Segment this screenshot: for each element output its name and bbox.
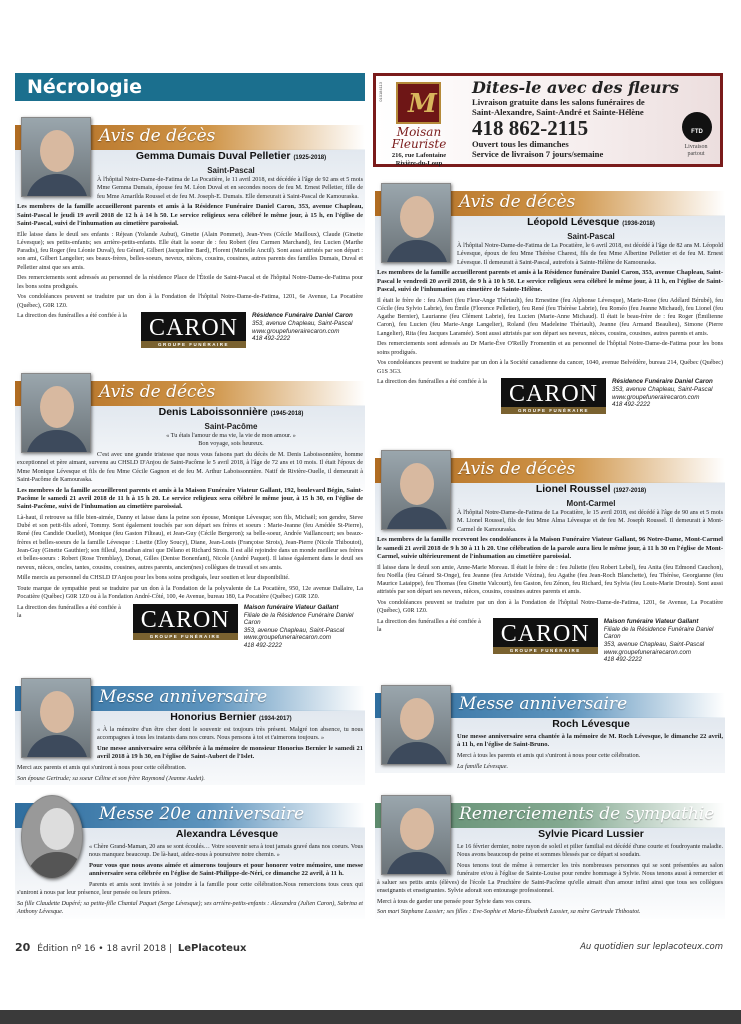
notice-paragraph: Mille mercis au personnel du CHSLD D'Anjou pour les bons soins prodigués, leur soutien et leur disponibilité. (17, 575, 290, 582)
notice-type-title: Messe 20e anniversaire (99, 804, 305, 824)
notice-paragraph: Parents et amis sont invités à se joindre à la famille pour cette célébration.Nous remercions tous ceux qui s'uniront à nous par leur présence, leur pensée ou leurs prières. (17, 881, 363, 897)
notice-alexandra (15, 795, 365, 919)
name-text: Denis Laboissonnière (158, 406, 268, 418)
notice-roch (375, 685, 725, 773)
funeral-home-line: Résidence Funéraire Daniel Caron (252, 312, 353, 320)
shop-address-1: 216, rue Lafontaine (391, 152, 447, 159)
ftd-text: Livraison partout (684, 144, 708, 157)
funeral-home-line: 353, avenue Chapleau, Saint-Pascal (252, 320, 353, 327)
notice-paragraph: Les membres de la famille recevront les condoléances à la Maison Funéraire Viateur Gallant, 96 Notre-Dame, Mont-Carmel le samedi 21 avril 2018 de 9 h 30 à 11 h 20. Une célébration de la parole aura lieu le même jour, à 11 h 30 en l'église de Mont-Carmel, suivie ultérieurement de l'inhumation au cimetière paroissial. (377, 536, 723, 560)
photo-head (400, 808, 434, 850)
funeral-home-line: 418 492-2222 (252, 335, 291, 343)
funeral-home-line: Maison funéraire Viateur Gallant (603, 618, 699, 626)
quote-line: « Tu étais l'amour de ma vie, la vie de mon amour. » (166, 432, 296, 439)
ad-code: 010184113 (378, 82, 383, 102)
name-text: Sylvie Picard Lussier (538, 828, 644, 840)
notice-paragraph: Merci aux parents et amis qui s'uniront à nous pour cette célébration. (17, 764, 187, 771)
photo-head (40, 130, 74, 172)
portrait-photo (21, 678, 91, 758)
life-years: (1925-2018) (293, 155, 327, 161)
ad-title: Dites-le avec des fleurs (472, 78, 679, 97)
bottom-bar (0, 1010, 741, 1024)
portrait-photo (381, 795, 451, 875)
funeral-home-line: 418 492-2222 (612, 401, 651, 409)
name-text: Gemma Dumais Duval Pelletier (135, 150, 291, 162)
funeral-label: La direction des funérailles a été confiée à la (17, 605, 121, 619)
name-text: Alexandra Lévesque (175, 828, 279, 840)
caron-logo: CARON GROUPE FUNÉRAIRE (493, 618, 598, 654)
caron-logo: CARON GROUPE FUNÉRAIRE (141, 312, 246, 348)
notice-paragraph: Là-haut, il retrouve sa fille bien-aimée, Danny et laisse dans la peine son épouse, Monique Lévesque; son fils, Michaël; son gendre, Steve Dubé et son petit-fils adoré, Tommy. Sont également touchés par son départ ses frères et soeurs : Marie-Jeanne (feu Amédée St-Pierre), René (feu Candide Ouellet), Monique (feu Gaston Filteau), et Jean-Guy (Cécile Bergeron); sa belle-soeur, Andrée Vaillancourt; ses beaux-frères et belles-soeurs de la famille Lévesque : Lisette (Eloy Soucy), Diane, Jean-Louis (Françoise Strois), Jean-Pierre (Nicole Thiboutot), Jean-Guy (Ginette Gauthier); son filleul, Jonathan ainsi que Délano et Richard Strois. Il est allé rejoindre dans un monde meilleur ses frères et belles-soeurs : Robert (Rose Tremblay), Donat, Gilles (Denise Bonenfant), Nicole (André Paquet). Il laisse également dans le deuil ses neveux, nièces, oncles, tantes, cousins, cousines, autres parents, ancien(nes) collègues de travail et ses amis. (17, 514, 363, 571)
funeral-home-line: 353, avenue Chapleau, Saint-Pascal (612, 386, 713, 393)
portrait-photo (381, 183, 451, 263)
notice-paragraph: À l'hôpital Notre-Dame-de-Fatima de La Pocatière, le 15 avril 2018, est décédé à l'âge de 90 ans et 5 mois M. Lionel Roussel, fils de feu Mme Alma Lévesque et de feu M. Joseph Roussel. Il demeurait à Mont-Carmel de Kamouraska. (457, 510, 723, 533)
photo-body (386, 507, 448, 530)
ad-line-1: Livraison gratuite dans les salons funéraires de (472, 97, 645, 107)
notice-paragraph: Pour vous que nous avons aimée et aimerons toujours et pour honorer votre mémoire, une messe anniversaire sera célébrée en l'église de Saint-Philippe-de-Néri, ce dimanche 22 avril, à 11 h. (89, 861, 363, 878)
notice-paragraph: Une messe anniversaire sera chantée à la mémoire de M. Roch Lévesque, le dimanche 22 avril, à 11 h, en l'église de Saint-Bruno. (457, 733, 723, 749)
notice-type-title: Avis de décès (459, 459, 576, 479)
notice-paragraph: Les membres de la famille accueilleront parents et amis à la Maison Funéraire Viateur Gallant, 192, boulevard Bégin, Saint-Pacôme le samedi 21 avril 2018 de 11 h à 15 h 20. Le service religieux sera célébré le même jour, à 15 h 30, en l'église de Saint-Pacôme, suivi de l'inhumation au cimetière paroissial. (17, 486, 363, 511)
publication-brand: LePlacoteux (177, 943, 247, 954)
photo-body (26, 174, 88, 197)
caron-logo: CARON GROUPE FUNÉRAIRE (133, 604, 238, 640)
portrait-photo (21, 795, 83, 879)
photo-body (386, 240, 448, 263)
name-text: Honorius Bernier (170, 711, 257, 723)
florist-info (382, 126, 456, 168)
ad-line-4: Service de livraison 7 jours/semaine (472, 149, 604, 159)
funeral-home-contact (252, 312, 353, 342)
funeral-home-info (375, 618, 725, 664)
photo-body (26, 430, 88, 453)
hometown: Mont-Carmel (566, 499, 616, 508)
photo-body (26, 852, 83, 879)
hometown: Saint-Pascal (207, 166, 255, 175)
notice-type-title: Avis de décès (99, 126, 216, 146)
funeral-home-line: Filiale de la Résidence Funéraire Daniel Caron (243, 611, 354, 627)
notice-type-title: Avis de décès (99, 382, 216, 402)
notice-paragraph: La famille Lévesque. (457, 763, 508, 770)
notice-sylvie (375, 795, 725, 919)
funeral-home-contact (244, 604, 363, 650)
funeral-home-contact (612, 378, 713, 408)
funeral-home-line: Résidence Funéraire Daniel Caron (612, 378, 713, 386)
funeral-home-line: Maison funéraire Viateur Gallant (243, 604, 339, 611)
ad-line-3: Ouvert tous les dimanches (472, 139, 569, 149)
notice-paragraph: Des remerciements sont adressés au personnel de la résidence Place de l'Étoile de Saint-Pascal et de l'hôpital Notre-Dame-de-Fatima pour les bons soins prodigués. (17, 275, 363, 290)
notice-paragraph: Des remerciements sont adressés au Dr Marie-Ève O'Reilly Fromentin et au personnel de l'hôpital Notre-Dame-de-Fatima pour les bons soins prodigués. (377, 341, 723, 356)
notice-paragraph: Merci à tous les parents et amis qui s'uniront à nous pour cette célébration. (457, 752, 641, 759)
ad-main (472, 78, 679, 159)
notice-paragraph: Toute marque de sympathie peut se traduire par un don à la Fondation de la polyvalente de La Pocatière, 950, 12e avenue Dallaire, La Pocatière (Québec) G0R 1Z0 ou à la Fondation André-Côté, 100, 4e Avenue, bureau 180, La Pocatière (Québec) G0R 1Z0. (17, 586, 363, 601)
photo-body (386, 852, 448, 875)
shop-name-1: Moisan (396, 125, 442, 139)
florist-logo: M (396, 82, 441, 124)
edition-info: Édition nº 16 • 18 avril 2018 | (37, 944, 172, 954)
funeral-home-contact (604, 618, 723, 664)
funeral-home-line: 353, avenue Chapleau, Saint-Pascal (243, 626, 345, 634)
notice-paragraph: « À la mémoire d'un être cher dont le souvenir est toujours très présent. Malgré ton absence, tu nous accompagnes à tous les instants dans nos cœurs. Nous pensons à toi et t'aimerons toujours. » (97, 727, 363, 742)
notice-paragraph: Nous tenons tout de même à remercier les très nombreuses personnes qui se sont présentées au salon funéraire et/ou à l'église de Sainte-Louise pour rendre hommage à Sylvie. Nous tenons aussi à remercier et à saluer ses petits amis (élèves) de l'école La Pruchière de Saint-Pacôme qu'elle aimait d'un amour infini ainsi que tous ses collègues enseignants et enseignantes. Sylvie adorait son entourage professionnel. (377, 862, 723, 894)
name-text: Roch Lévesque (552, 718, 630, 730)
portrait-photo (21, 117, 91, 197)
notice-paragraph: À l'hôpital Notre-Dame-de-Fatima de La Pocatière, le 6 avril 2018, est décédé à l'âge de 82 ans M. Léopold Lévesque, époux de feu Mme Thérèse Charest, fils de feu Mme Albertine Pelletier et de feu M. Ernest Lévesque. Il demeurait à Saint-Pascal, autrefois à Sainte-Hélène de Kamouraska. (457, 243, 723, 266)
funeral-home-line: www.groupefunerairecaron.com (243, 634, 332, 642)
notice-paragraph: À l'hôpital Notre-Dame-de-Fatima de La Pocatière, le 11 avril 2018, est décédée à l'âge de 92 ans et 5 mois Mme Gemma Dumais, épouse feu M. Léon Duval et en secondes noces de feu M. Ernest Pelletier, fille de feu Mme Amarilda Roussel et de feu M. Joseph-E. Dumais. Elle demeurait à Saint-Pascal de Kamouraska. (97, 177, 363, 200)
photo-head (400, 196, 434, 238)
photo-head (40, 691, 74, 733)
name-text: Lionel Roussel (535, 483, 611, 495)
notice-paragraph: Une messe anniversaire sera célébrée à la mémoire de monsieur Honorius Bernier le samedi 21 avril 2018 à 19 h 30, en l'église de Saint-Aubert de l'Islet. (97, 744, 363, 761)
photo-head (400, 463, 434, 505)
funeral-home-line: www.groupefunerairecaron.com (612, 393, 700, 401)
notice-paragraph: Vos condoléances peuvent se traduire par un don à la Société canadienne du cancer, 1040, avenue Belvédère, bureau 214, Québec (Québec) G1S 3G3. (377, 360, 723, 375)
portrait-photo (381, 685, 451, 765)
notice-paragraph: Il était le frère de : feu Albert (feu Fleur-Ange Thériault), feu Ernestine (feu Alphonse Lévesque), Marie-Rose (feu Adélard Bérubé), feu Cécile (feu Sylvio Labrie), feu Émile (Florence Pelletier), feu René (feu Thérèse Labrie), feu Roméo (feu Jeanne Michaud), feu Lionel (feu Agathe Bernier), Laurianne (feu Clément Labrie), feu Lucien (Marie-Anne Michaud). Il était le beau-frère de : feu Roger (Émilienne Caron), feu Lucien (feu Marie-Ange Langelier), Roland (feu Madeleine Thériault), Jeanne (feu Armand Beaulieu), Simone (Pierre Langelier), Rita (feu Jacques Laramée). Sont aussi attristés par son départ ses neveux, nièces, cousins, cousines, autres parents et amis. (377, 297, 723, 337)
ad-line-2: Saint-Alexandre, Saint-André et Sainte-Hélène (472, 107, 644, 117)
photo-head (40, 808, 74, 850)
name-text: Léopold Lévesque (527, 216, 620, 228)
photo-body (26, 735, 88, 758)
funeral-label: La direction des funérailles a été confiée à la (377, 379, 487, 386)
notice-paragraph: Les membres de la famille accueilleront parents et amis à la Résidence Funéraire Daniel Caron, 353, avenue Chapleau, Saint-Pascal le jeudi 19 avril 2018 de 12 h à 14 h 50. Le service religieux sera célébré le même jour, à 15 h, en l'église de Saint-Pascal, suivi de l'inhumation au cimetière paroissial. (17, 203, 363, 227)
life-years: (1934-2017) (258, 716, 292, 722)
notice-denis (15, 373, 365, 650)
notice-paragraph: Elle laisse dans le deuil ses enfants : Réjean (Yolande Aubut), Ginette (Alain Pommet), Jean-Yves (Cécile Mailloux), Claude (Ginette Lévesque); ses petits-enfants; ses arrière-petits-enfants. Elle était la soeur de : feu Robert (feu Carmen Marchand), feu Lucien (Marthe Paradis), feu Roger (feu Léonie Duval), feu Gérard, Gilbert (Jacqueline Bard), Florent (Murielle Anctil). Sont aussi attristés par son départ : son ami, Gilbert Langelier; ses beaux-frères, belles-soeurs, neveux, nièces, cousins, cousines, autres parents des familles Dumais, Duval et Pelletier ainsi que ses amis. (17, 231, 363, 271)
funeral-label: La direction des funérailles a été confiée à la (377, 619, 481, 634)
notice-type-title: Remerciements de sympathie (459, 804, 715, 824)
photo-head (400, 698, 434, 740)
notice-paragraph: Merci à tous de garder une pensée pour Sylvie dans vos cœurs. (377, 898, 532, 905)
notice-paragraph: « Chère Grand-Maman, 20 ans se sont écoulés… Votre souvenir sera à tout jamais gravé dans nos coeurs. Vous nous manquez beaucoup. De là-haut, aidez-nous à poursuivre notre chemin. » (89, 844, 363, 859)
florist-ad[interactable] (373, 73, 723, 167)
photo-body (386, 742, 448, 765)
website-link[interactable]: Au quotidien sur leplacoteux.com (580, 942, 723, 952)
funeral-home-line: 418 492-2222 (243, 641, 282, 649)
portrait-photo (21, 373, 91, 453)
life-years: (1945-2018) (270, 411, 304, 417)
funeral-home-info (15, 312, 365, 348)
section-header (15, 73, 365, 101)
ftd-logo-icon: FTD (682, 112, 712, 142)
life-years: (1927-2018) (613, 488, 647, 494)
page-number: 20 (15, 941, 31, 954)
notice-paragraph: Les membres de la famille accueilleront parents et amis à la Résidence funéraire Daniel Caron, 353, avenue Chapleau, Saint-Pascal le vendredi 20 avril 2018, de 9 h à 10 h 50. Le service religieux sera célébré le même jour, à 11 h, en l'église de Saint-Pascal, suivi de l'inhumation au cimetière de Sainte-Hélène. (377, 269, 723, 293)
funeral-home-line: www.groupefunerairecaron.com (603, 648, 692, 656)
funeral-label: La direction des funérailles a été confiée à la (17, 313, 127, 320)
notice-paragraph: Sa fille Claudette Dupéré; sa petite-fille Chantal Paquet (Serge Lévesque); ses arrière-petits-enfants : Alexandra (Julien Caron), Sabrina et Anthony Lévesque. (17, 900, 363, 916)
page-footer (15, 941, 246, 954)
hometown: Saint-Pascal (567, 232, 615, 241)
funeral-home-line: www.groupefunerairecaron.com (252, 327, 340, 335)
funeral-home-line: Filiale de la Résidence Funéraire Daniel Caron (603, 625, 714, 641)
notice-paragraph: Le 16 février dernier, notre rayon de soleil et pilier familial est décédé d'une courte et foudroyante maladie. Nous avons beaucoup de peine et sommes blessés par ce départ si soudain. (457, 844, 723, 859)
funeral-home-line: 418 492-2222 (603, 656, 642, 664)
notice-paragraph: Son épouse Gertrude; sa soeur Céline et son frère Raymond (Jeanne Audet). (17, 775, 205, 782)
funeral-home-info (375, 378, 725, 414)
ad-phone: 418 862-2115 (472, 116, 589, 140)
funeral-home-line: 353, avenue Chapleau, Saint-Pascal (603, 640, 705, 648)
notice-lionel (375, 450, 725, 664)
funeral-home-info (15, 604, 365, 650)
shop-name-2: Fleuriste (391, 137, 447, 151)
notice-honorius (15, 678, 365, 785)
hometown: Saint-Pacôme (204, 422, 258, 431)
quote-line: Bon voyage, sois heureux. (198, 440, 264, 447)
shop-address-2: Rivière-du-Loup (395, 160, 443, 167)
portrait-photo (381, 450, 451, 530)
caron-logo: CARON GROUPE FUNÉRAIRE (501, 378, 606, 414)
notice-gemma (15, 117, 365, 348)
notice-paragraph: Il laisse dans le deuil son amie, Anne-Marie Moreau. Il était le frère de : feu Juliette (feu Robert Lebel), feu Anita (feu Edmond Cauchon), feu Noëlla (feu Gérard St-Onge), feu Jeanne (feu Aristide Vézina), feu Agathe (feu Jean-Roch Blanchette), feu Thérèse, Georgianne (feu Maurice Lataippe), feu Thomas (feu Ginette Valcourt), feu Gaston, feu Zénon, feu Richard, feu Sylvia (feu Louis-Marie Drouin). Sont aussi attristés par son départ ses neveux, nièces, cousins, cousines autres parents et amis. (377, 564, 723, 596)
notice-type-title: Messe anniversaire (99, 687, 268, 707)
notice-paragraph: Son mari Stephane Lussier; ses filles : Eve-Sophie et Marie-Élisabeth Lussier, sa mère Gertrude Thiboutot. (377, 909, 641, 916)
notice-leopold (375, 183, 725, 414)
notice-paragraph: Vos condoléances peuvent se traduire par un don à la Fondation de l'hôpital Notre-Dame-de-Fatima, 1201, 6e Avenue, La Pocatière (Québec), G0R 1Z0. (377, 600, 723, 615)
notice-type-title: Messe anniversaire (459, 694, 628, 714)
notice-paragraph: C'est avec une grande tristesse que nous vous faisons part du décès de M. Denis Laboissonnière, homme exceptionnel et père aimant, survenu au CHSLD D'Anjou de Saint-Pacôme le 5 avril 2018, à l'âge de 72 ans et 10 mois. Il était l'époux de Mme Monique Lévesque et fils de feu Mme Cécile Gagnon et de feu M. Arthur Laboissonnière. Natif de Rivière-Ouelle, il demeurait à Saint-Pacôme de Kamouraska. (17, 452, 363, 483)
photo-head (40, 386, 74, 428)
notice-type-title: Avis de décès (459, 192, 576, 212)
section-title: Nécrologie (27, 76, 143, 98)
notice-paragraph: Vos condoléances peuvent se traduire par un don à la Fondation de l'hôpital Notre-Dame-de-Fatima, 1201, 6e Avenue, La Pocatière (Québec), G0R 1Z0. (17, 294, 363, 309)
life-years: (1936-2018) (622, 221, 655, 227)
